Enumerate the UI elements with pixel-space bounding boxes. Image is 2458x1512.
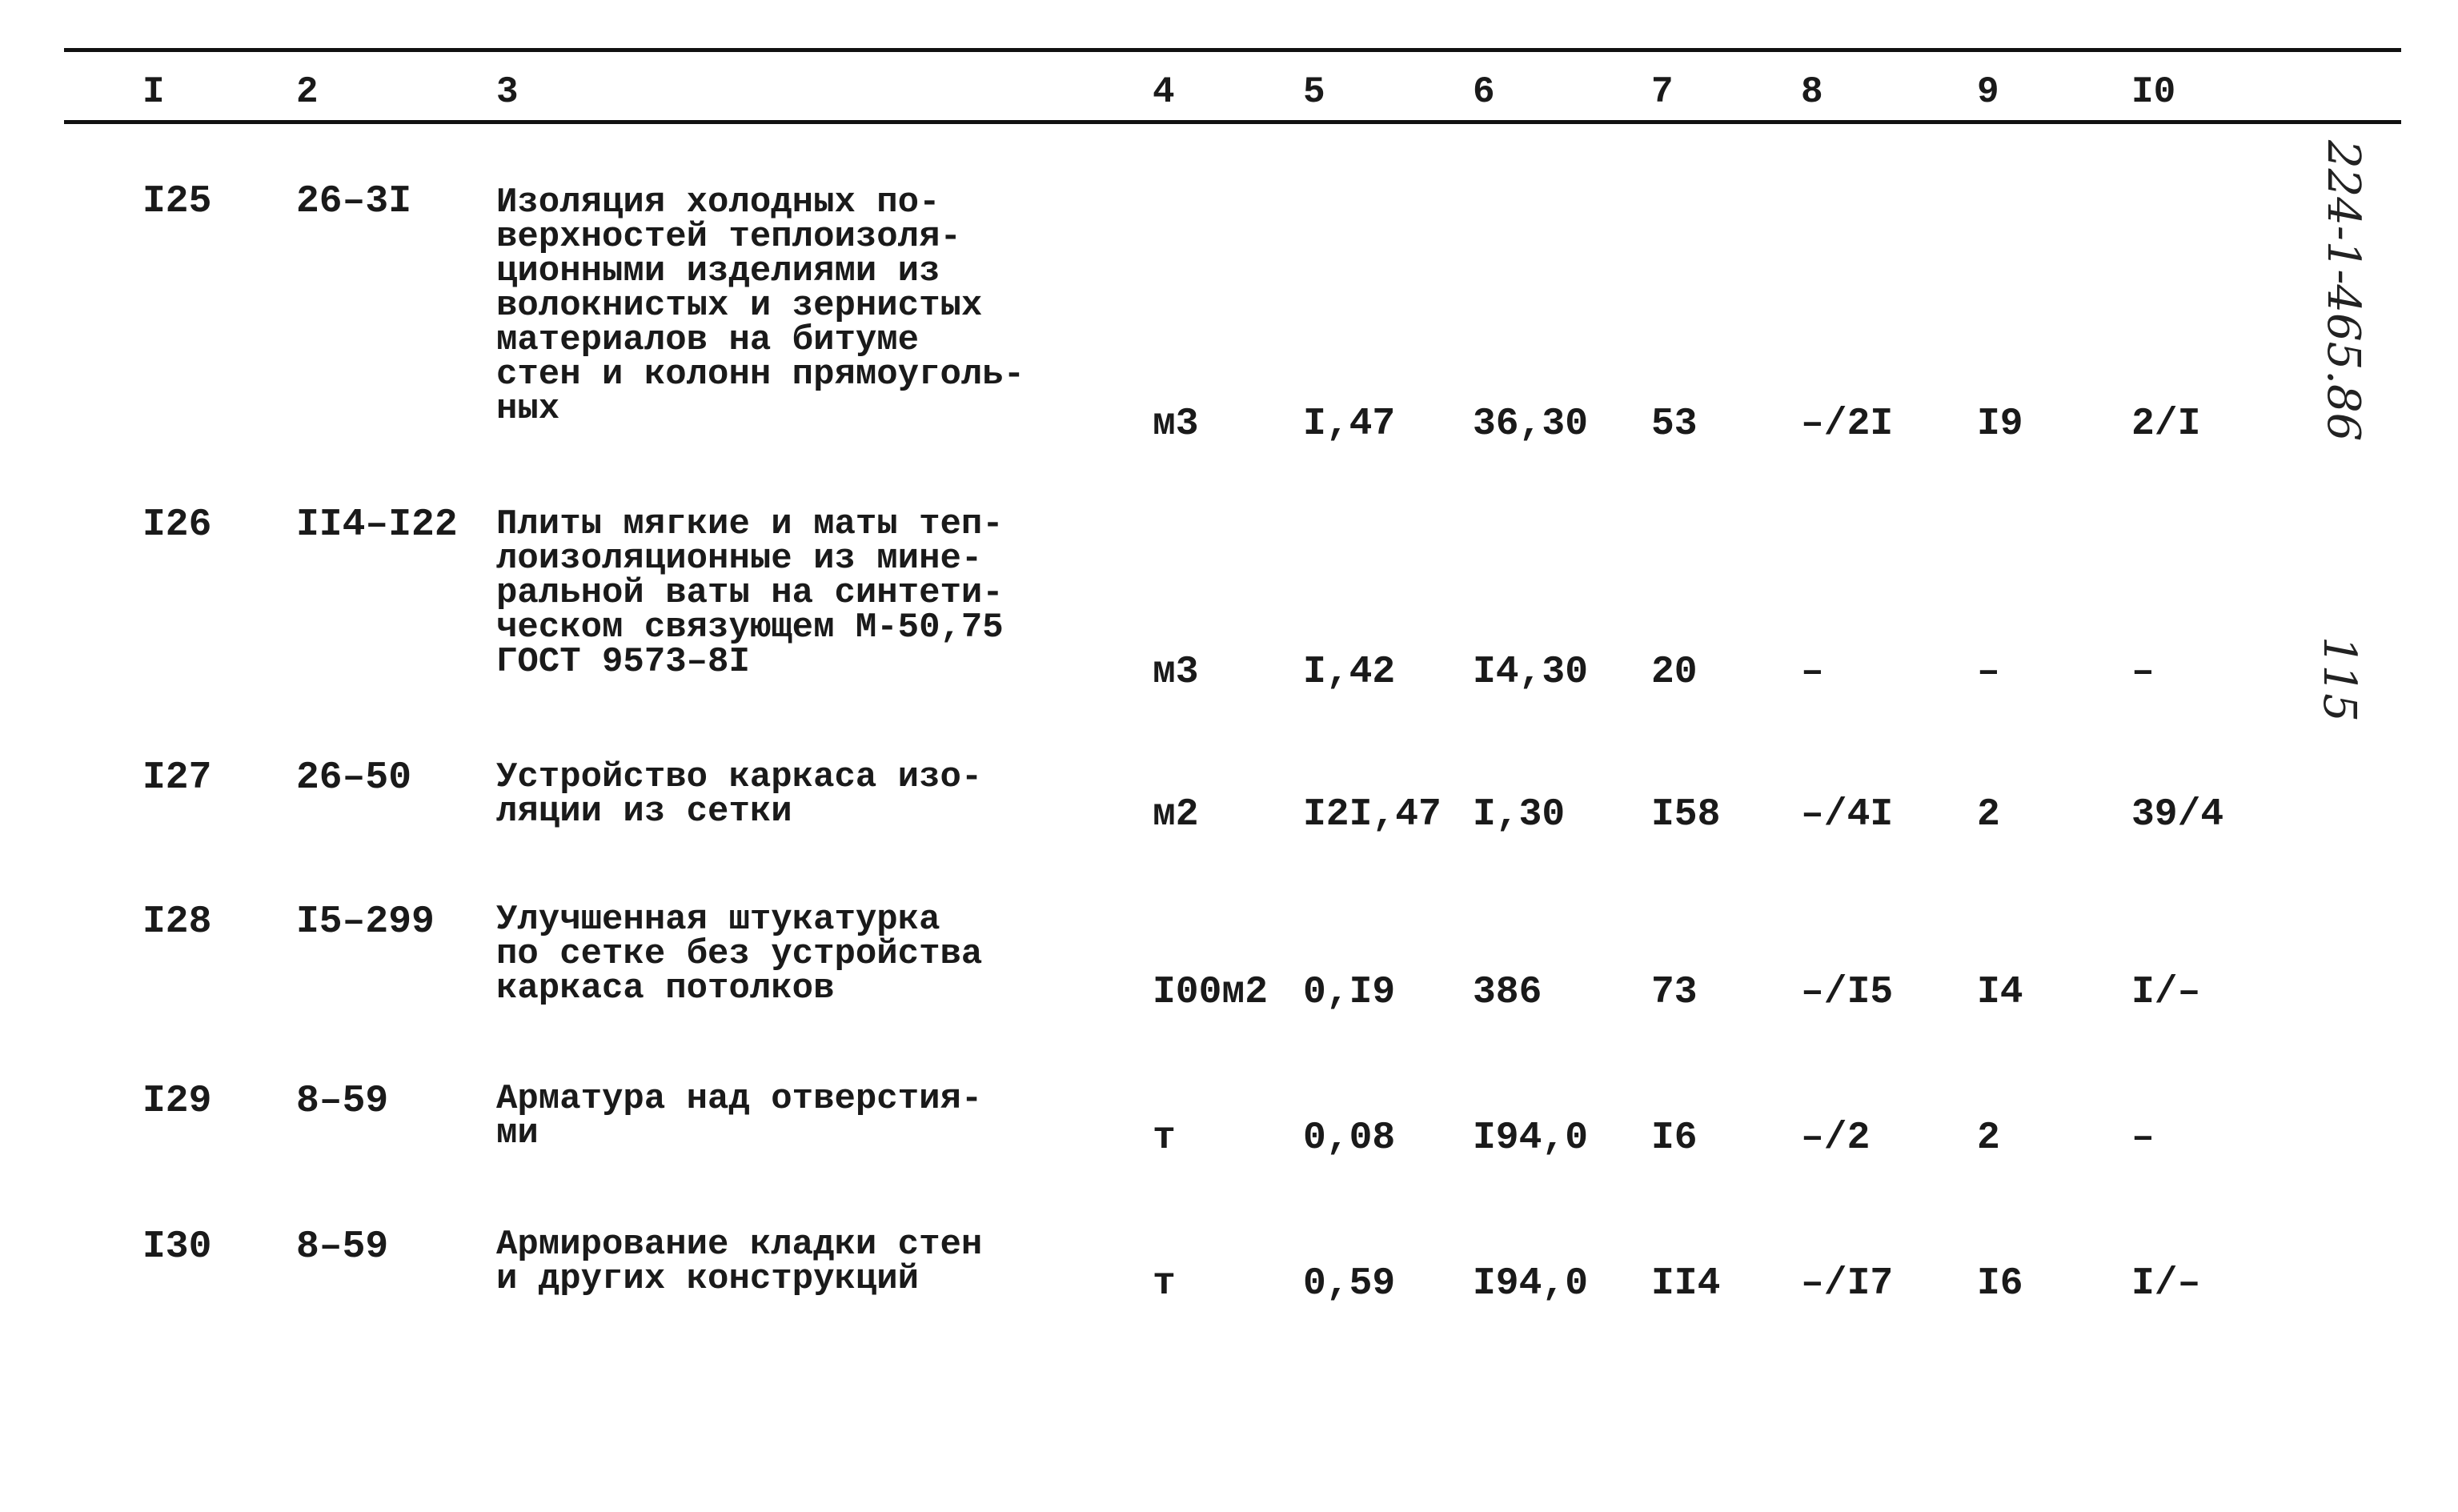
col-8-value: –/4I	[1801, 793, 1894, 836]
header-col-2: 2	[296, 71, 319, 113]
header-col-10: I0	[2131, 71, 2176, 113]
col-6-value: 386	[1473, 971, 1542, 1014]
work-description: Плиты мягкие и маты теп- лоизоляционные из мине- ральной ваты на синтети- ческом связующем М-50,75 ГОСТ 9573–8I	[496, 504, 1004, 682]
work-description: Устройство каркаса изо- ляции из сетки	[496, 757, 983, 832]
col-9-value: 2	[1977, 793, 2000, 836]
col-8-value: –/I5	[1801, 971, 1894, 1014]
row-number: I26	[142, 503, 212, 547]
header-col-6: 6	[1473, 71, 1495, 113]
quantity: 0,59	[1303, 1262, 1396, 1305]
norm-code: II4–I22	[296, 503, 458, 547]
unit: т	[1153, 1262, 1176, 1305]
col-6-value: 36,30	[1473, 403, 1589, 446]
header-col-3: 3	[496, 71, 519, 113]
unit: т	[1153, 1117, 1176, 1160]
page-number-note: 115	[2313, 636, 2365, 722]
unit: I00м2	[1153, 971, 1269, 1014]
row-number: I27	[142, 756, 212, 800]
norm-code: 26–50	[296, 756, 412, 800]
col-9-value: I4	[1977, 971, 2023, 1014]
col-9-value: –	[1977, 651, 2000, 694]
table-header-rule	[64, 120, 2401, 124]
col-9-value: I9	[1977, 403, 2023, 446]
quantity: 0,I9	[1303, 971, 1396, 1014]
quantity: I,42	[1303, 651, 1396, 694]
row-number: I30	[142, 1225, 212, 1269]
unit: м3	[1153, 403, 1199, 446]
col-8-value: –	[1801, 651, 1824, 694]
col-10-value: 2/I	[2131, 403, 2201, 446]
header-col-5: 5	[1303, 71, 1325, 113]
work-description: Армирование кладки стен и других конструкций	[496, 1225, 983, 1299]
row-number: I28	[142, 900, 212, 944]
document-code-note: 224-1-465.86	[2317, 140, 2369, 442]
work-description: Изоляция холодных по- верхностей теплоизоля- ционными изделиями из волокнистых и зернистых материалов на битуме стен и колонн прямоуголь- ных	[496, 182, 1025, 429]
table-top-rule	[64, 48, 2401, 52]
header-col-8: 8	[1801, 71, 1823, 113]
col-9-value: 2	[1977, 1117, 2000, 1160]
header-col-9: 9	[1977, 71, 1999, 113]
col-6-value: I94,0	[1473, 1262, 1589, 1305]
col-7-value: I6	[1651, 1117, 1698, 1160]
quantity: 0,08	[1303, 1117, 1396, 1160]
col-6-value: I94,0	[1473, 1117, 1589, 1160]
work-description: Арматура над отверстия- ми	[496, 1079, 983, 1153]
col-7-value: 20	[1651, 651, 1698, 694]
header-col-4: 4	[1153, 71, 1175, 113]
quantity: I2I,47	[1303, 793, 1442, 836]
col-7-value: II4	[1651, 1262, 1721, 1305]
norm-code: 8–59	[296, 1225, 389, 1269]
row-number: I25	[142, 180, 212, 223]
col-10-value: I/–	[2131, 971, 2201, 1014]
col-8-value: –/I7	[1801, 1262, 1894, 1305]
col-10-value: I/–	[2131, 1262, 2201, 1305]
header-col-7: 7	[1651, 71, 1674, 113]
col-6-value: I,30	[1473, 793, 1566, 836]
col-8-value: –/2	[1801, 1117, 1871, 1160]
unit: м2	[1153, 793, 1199, 836]
col-6-value: I4,30	[1473, 651, 1589, 694]
col-10-value: –	[2131, 651, 2155, 694]
norm-code: I5–299	[296, 900, 435, 944]
col-10-value: –	[2131, 1117, 2155, 1160]
col-10-value: 39/4	[2131, 793, 2224, 836]
col-9-value: I6	[1977, 1262, 2023, 1305]
unit: м3	[1153, 651, 1199, 694]
norm-code: 26–3I	[296, 180, 412, 223]
row-number: I29	[142, 1080, 212, 1123]
col-8-value: –/2I	[1801, 403, 1894, 446]
work-description: Улучшенная штукатурка по сетке без устройства каркаса потолков	[496, 900, 983, 1009]
col-7-value: 73	[1651, 971, 1698, 1014]
header-col-1: I	[142, 71, 165, 113]
col-7-value: I58	[1651, 793, 1721, 836]
quantity: I,47	[1303, 403, 1396, 446]
norm-code: 8–59	[296, 1080, 389, 1123]
col-7-value: 53	[1651, 403, 1698, 446]
